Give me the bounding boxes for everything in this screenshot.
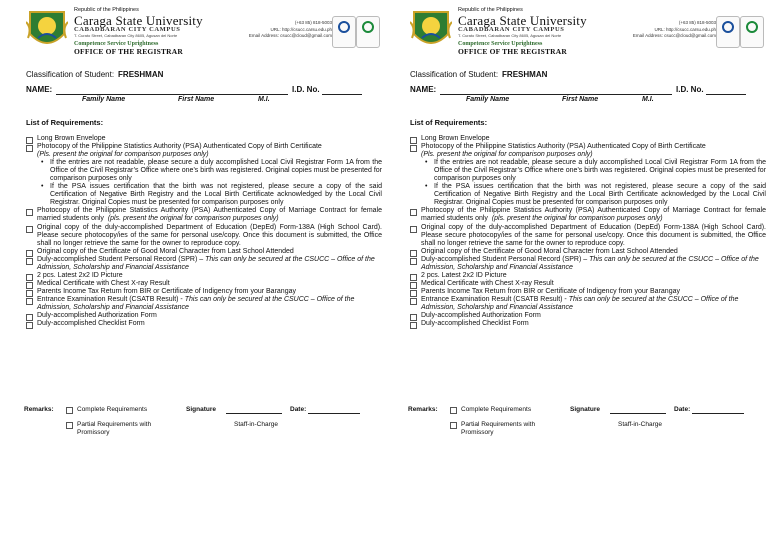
checkbox[interactable] [26, 258, 33, 265]
list-item: Parents Income Tax Return from BIR or Certificate of Indigency from your Barangay [26, 288, 382, 296]
first-name-caption: First Name [178, 96, 215, 103]
list-item: Duly-accomplished Authorization Form [410, 312, 766, 320]
id-field-line[interactable] [706, 94, 746, 95]
list-item: Photocopy of the Philippine Statistics Authority (PSA) Authenticated Copy of Birth Certificate (Pls. present the original for comparison purposes only) [410, 143, 766, 159]
list-item: Duly-accomplished Checklist Form [26, 320, 382, 328]
mi-caption: M.I. [258, 96, 270, 103]
first-name-caption: First Name [562, 96, 599, 103]
list-item: Duly-accomplished Student Personal Record (SPR) – This can only be secured at the CSUCC – Office of the Admission, Scholarship and Financial Assistance [410, 256, 766, 272]
requirements-list [410, 135, 766, 328]
list-item: Duly-accomplished Checklist Form [410, 320, 766, 328]
name-field-line[interactable] [56, 94, 288, 95]
bullet-item: • If the PSA issues certification that the birth was not registered, please secure a copy of the said Certification of Negative Birth Registry and the Local Birth Certificate acknowledged by the Local Civil Registrar. Original Copies must be presented for comparison purposes only [41, 183, 382, 207]
office-name: OFFICE OF THE REGISTRAR [74, 47, 183, 56]
motto-text: Competence Service Uprightness [74, 41, 159, 47]
classification-value: FRESHMAN [502, 70, 548, 79]
checkbox[interactable] [26, 209, 33, 216]
address-text: T. Curato Street, Cabadbaran City 8605, Agusan del Norte [458, 33, 562, 38]
checkbox[interactable] [410, 145, 417, 152]
checkbox[interactable] [66, 407, 73, 414]
list-item: Original copy of the Certificate of Good Moral Character from Last School Attended [26, 248, 382, 256]
phone-text: (+63 85) 818-5003 [678, 20, 716, 25]
checkbox[interactable] [410, 322, 417, 329]
office-name: OFFICE OF THE REGISTRAR [458, 47, 567, 56]
list-item: Original copy of the Certificate of Good Moral Character from Last School Attended [410, 248, 766, 256]
partial-option[interactable]: Partial Requirements with Promissory [66, 421, 176, 437]
staff-label: Staff-in-Charge [234, 421, 278, 428]
list-item: Photocopy of the Philippine Statistics Authority (PSA) Authenticated Copy of Marriage Contract for female married students only (pls. present the original for comparison purposes only) [26, 207, 382, 223]
list-item: Original copy of the duly-accomplished Department of Education (DepEd) Form-138A (High School Card). Please secure photocopy/ies of the same for personal use/copy. Once this document is submitted, the Office shall no longer retrieve the same for the owner to reproduce copy. [26, 224, 382, 248]
classification-row [410, 70, 547, 79]
university-name: Caraga State University [74, 12, 203, 28]
name-row [26, 85, 360, 94]
name-label: NAME: [26, 85, 53, 94]
bullet-item: • If the entries are not readable, please secure a duly accomplished Local Civil Registrar Form 1A from the Office of the Civil Registrar’s Office where one’s birth was registered. Original copies must be presented for comparison purposes only [41, 159, 382, 183]
checkbox[interactable] [410, 258, 417, 265]
url-text: URL: http://csucc.carsu.edu.ph [654, 26, 716, 32]
list-item: Medical Certificate with Chest X-ray Result [26, 280, 382, 288]
classification-value: FRESHMAN [118, 70, 164, 79]
classification-label: Classification of Student: [410, 70, 499, 79]
date-label: Date: [674, 406, 691, 413]
complete-option[interactable]: Complete Requirements [450, 406, 531, 413]
date-label: Date: [290, 406, 307, 413]
contact-block [622, 20, 716, 40]
date-line[interactable] [692, 413, 744, 414]
checkbox[interactable] [410, 226, 417, 233]
list-item: Original copy of the duly-accomplished Department of Education (DepEd) Form-138A (High School Card). Please secure photocopy/ies of the same for personal use/copy. Once this document is submitted, the Office shall no longer retrieve the same for the owner to reproduce copy. [410, 224, 766, 248]
university-seal-icon [26, 8, 68, 52]
certification-badge-icon [716, 16, 740, 48]
remarks-label: Remarks: [24, 406, 54, 413]
partial-option[interactable]: Partial Requirements with Promissory [450, 421, 560, 437]
classification-label: Classification of Student: [26, 70, 115, 79]
enrollment-form-left [24, 0, 386, 543]
signature-label: Signature [570, 406, 600, 413]
date-line[interactable] [308, 413, 360, 414]
requirements-list [26, 135, 382, 328]
checkbox[interactable] [410, 298, 417, 305]
checkbox[interactable] [450, 422, 457, 429]
signature-label: Signature [186, 406, 216, 413]
form-header [24, 6, 386, 66]
email-text: Email Address: csucc@cloud@gmail.com [632, 33, 716, 39]
list-title: List of Requirements: [410, 118, 488, 127]
list-item: Photocopy of the Philippine Statistics Authority (PSA) Authenticated Copy of Birth Certificate (Pls. present the original for comparison purposes only) [26, 143, 382, 159]
url-text: URL: http://csucc.carsu.edu.ph [270, 26, 332, 32]
classification-row [26, 70, 163, 79]
staff-label: Staff-in-Charge [618, 421, 662, 428]
remarks-label: Remarks: [408, 406, 438, 413]
form-header [408, 6, 768, 66]
bullet-item: • If the PSA issues certification that the birth was not registered, please secure a copy of the said Certification of Negative Birth Registry and the Local Birth Certificate acknowledged by the Local Civil Registrar. Original Copies must be presented for comparison purposes only [425, 183, 766, 207]
email-text: Email Address: csucc@cloud@gmail.com [248, 33, 332, 39]
phone-text: (+63 85) 818-5003 [294, 20, 332, 25]
family-name-caption: Family Name [82, 96, 126, 103]
campus-name: CABADBARAN CITY CAMPUS [458, 25, 565, 33]
list-title: List of Requirements: [26, 118, 104, 127]
name-row [410, 85, 744, 94]
accreditation-badge-icon [356, 16, 380, 48]
list-item: Entrance Examination Result (CSATB Result) - This can only be secured at the CSUCC – Office of the Admission, Scholarship and Financial Assistance [26, 296, 382, 312]
list-item: Long Brown Envelope [26, 135, 382, 143]
family-name-caption: Family Name [466, 96, 510, 103]
list-item: 2 pcs. Latest 2x2 ID Picture [26, 272, 382, 280]
republic-text: Republic of the Philippines [74, 7, 139, 13]
certification-badge-icon [332, 16, 356, 48]
id-label: I.D. No. [292, 85, 320, 94]
university-seal-icon [410, 8, 452, 52]
list-item: Duly-accomplished Student Personal Record (SPR) – This can only be secured at the CSUCC – Office of the Admission, Scholarship and Financial Assistance [26, 256, 382, 272]
list-item: Duly-accomplished Authorization Form [26, 312, 382, 320]
id-label: I.D. No. [676, 85, 704, 94]
accreditation-badge-icon [740, 16, 764, 48]
checkbox[interactable] [450, 407, 457, 414]
bullet-item: • If the entries are not readable, please secure a duly accomplished Local Civil Registrar Form 1A from the Office of the Civil Registrar’s Office where one’s birth was registered. Original copies must be presented for comparison purposes only [425, 159, 766, 183]
checkbox[interactable] [26, 322, 33, 329]
checkbox[interactable] [66, 422, 73, 429]
list-item: Medical Certificate with Chest X-ray Result [410, 280, 766, 288]
university-name: Caraga State University [458, 12, 587, 28]
mi-caption: M.I. [642, 96, 654, 103]
checkbox[interactable] [26, 145, 33, 152]
list-item: 2 pcs. Latest 2x2 ID Picture [410, 272, 766, 280]
motto-text: Competence Service Uprightness [458, 41, 543, 47]
contact-block [238, 20, 332, 40]
name-field-line[interactable] [440, 94, 672, 95]
complete-option[interactable]: Complete Requirements [66, 406, 147, 413]
checkbox[interactable] [26, 298, 33, 305]
address-text: T. Curato Street, Cabadbaran City 8605, Agusan del Norte [74, 33, 178, 38]
list-item: Entrance Examination Result (CSATB Result) - This can only be secured at the CSUCC – Office of the Admission, Scholarship and Financial Assistance [410, 296, 766, 312]
checkbox[interactable] [410, 209, 417, 216]
name-label: NAME: [410, 85, 437, 94]
list-item: Photocopy of the Philippine Statistics Authority (PSA) Authenticated Copy of Marriage Contract for female married students only (pls. present the original for comparison purposes only) [410, 207, 766, 223]
checkbox[interactable] [26, 226, 33, 233]
signature-line[interactable] [226, 413, 282, 414]
enrollment-form-right [408, 0, 768, 543]
list-item: Parents Income Tax Return from BIR or Certificate of Indigency from your Barangay [410, 288, 766, 296]
id-field-line[interactable] [322, 94, 362, 95]
campus-name: CABADBARAN CITY CAMPUS [74, 25, 181, 33]
republic-text: Republic of the Philippines [458, 7, 523, 13]
list-item: Long Brown Envelope [410, 135, 766, 143]
signature-line[interactable] [610, 413, 666, 414]
